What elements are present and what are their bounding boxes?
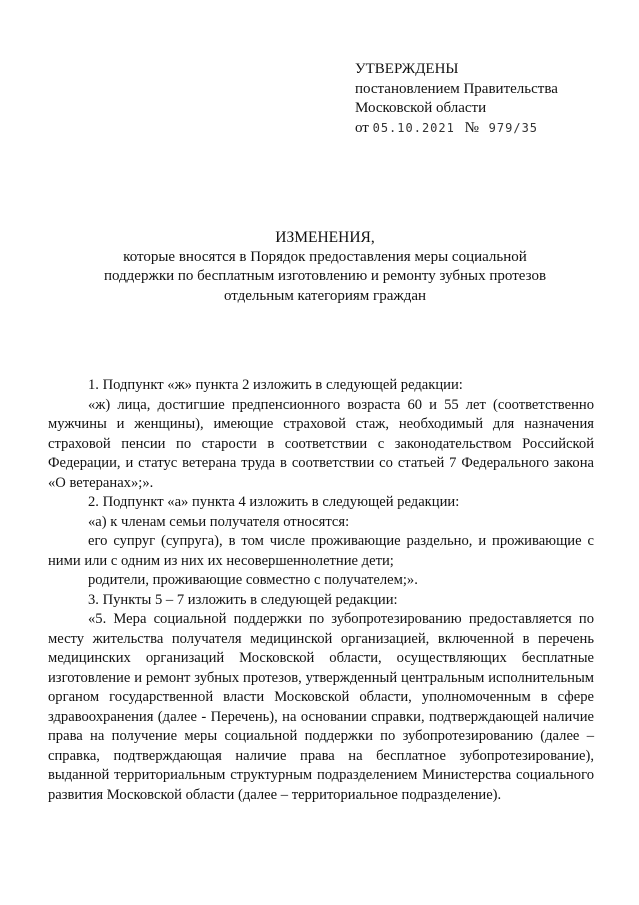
paragraph-3: 2. Подпункт «а» пункта 4 изложить в следующей редакции: — [88, 494, 460, 510]
approval-title: УТВЕРЖДЕНЫ — [355, 61, 459, 77]
approval-stamp — [355, 60, 558, 138]
approval-date-line — [355, 119, 558, 139]
approval-region: Московской области — [355, 100, 487, 116]
paragraph-1: 1. Подпункт «ж» пункта 2 изложить в следующей редакции: — [88, 377, 463, 393]
document-subtitle-line-1: которые вносятся в Порядок предоставления меры социальной — [123, 248, 527, 265]
document-body — [48, 376, 594, 805]
paragraph-8: «5. Мера социальной поддержки по зубопротезированию предоставляется по месту жительства получателя медицинской организацией, включенной в перечень медицинских организаций Московской области, осуществляющих бесплатные изготовление и ремонт зубных протезов, утвержденный центральным исполнительным органом государственной власти Московской области, уполномоченным в сфере здравоохранения (далее - Перечень), на основании справки, подтверждающей наличие права на получение меры социальной поддержки по зубопротезированию (далее – справка, подтверждающая наличие права на бесплатное зубопротезирование), выданной территориальным структурным подразделением Министерства социального развития Московской области (далее – территориальное подразделение). — [48, 611, 594, 803]
paragraph-2: «ж) лица, достигшие предпенсионного возраста 60 и 55 лет (соответственно мужчины и женщины), имеющие страховой стаж, необходимый для назначения страховой пенсии по старости в соответствии с законодательством Российской Федерации, и статус ветерана труда в соответствии со статьей 7 Федерального закона «О ветеранах»;». — [48, 396, 594, 491]
approval-by-resolution: постановлением Правительства — [355, 80, 558, 97]
paragraph-7: 3. Пункты 5 – 7 изложить в следующей редакции: — [88, 591, 398, 608]
from-label: от — [355, 119, 369, 136]
document-subtitle-line-3: отдельным категориям граждан — [223, 287, 427, 304]
number-sign: № — [464, 119, 479, 136]
paragraph-4: «а) к членам семьи получателя относятся: — [88, 513, 350, 530]
approval-date: 05.10.2021 — [372, 120, 455, 135]
document-heading — [40, 228, 610, 306]
paragraph-5: его супруг (супруга), в том числе проживающие раздельно, и проживающие с ними или с одним из них их несовершеннолетние дети; — [48, 533, 594, 569]
document-title: ИЗМЕНЕНИЯ, — [275, 229, 375, 246]
paragraph-6: родители, проживающие совместно с получателем;». — [88, 572, 418, 588]
approval-number: 979/35 — [488, 120, 539, 135]
document-subtitle-line-2: поддержки по бесплатным изготовлению и ремонту зубных протезов — [103, 268, 547, 284]
